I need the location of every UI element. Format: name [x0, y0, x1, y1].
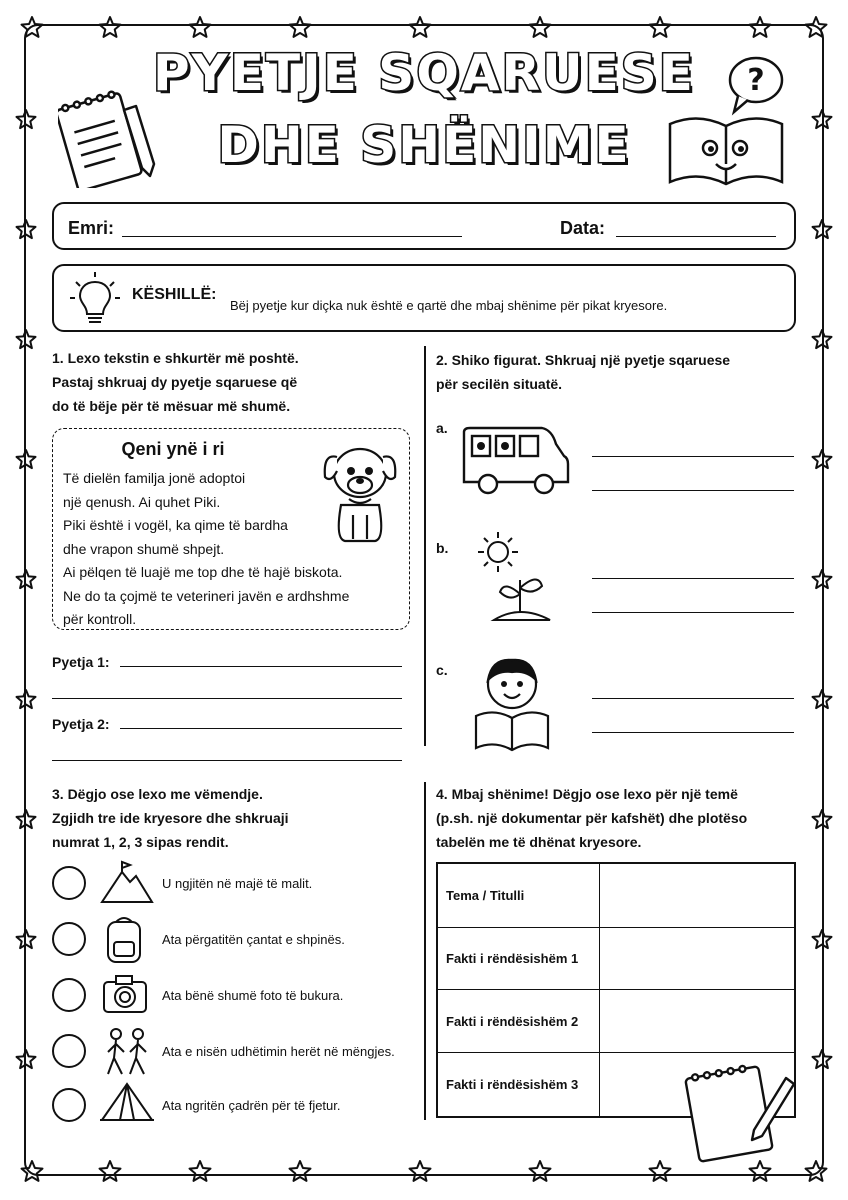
order-circle-4[interactable]: [52, 1034, 86, 1068]
order-circle-1[interactable]: [52, 866, 86, 900]
tip-box: [52, 264, 796, 332]
column-divider-top: [424, 346, 426, 746]
q2-label-c: c.: [436, 662, 448, 678]
event-5-text: Ata ngritën çadrën për të fjetur.: [162, 1098, 341, 1113]
answer-c-line-2[interactable]: [592, 732, 794, 733]
event-1-text: U ngjitën në majë të malit.: [162, 876, 313, 891]
notes-cell[interactable]: [599, 927, 795, 990]
q1-instructions: 1. Lexo tekstin e shkurtër më poshtë. Pastaj shkruaj dy pyetje sqaruese që do të bëje për të mësuar më shumë.: [52, 350, 299, 414]
answer-c-line-1[interactable]: [592, 698, 794, 699]
story-text: Të dielën familja jonë adoptoi një qenush. Ai quhet Piki. Piki është i vogël, ka qime të bardha dhe vrapon shumë shpejt. Ai pëlqen të luajë me top dhe të hajë biskota. Ne do ta çojmë te veterineri javën e ardhshme për kontroll.: [63, 470, 350, 627]
notes-cell[interactable]: [599, 990, 795, 1053]
question2-label: Pyetja 2:: [52, 716, 110, 732]
answer-b-line-1[interactable]: [592, 578, 794, 579]
story-box: [52, 428, 410, 630]
camera-icon: [102, 974, 148, 1014]
answer-a-line-1[interactable]: [592, 456, 794, 457]
title-line-2: DHE SHËNIME: [217, 116, 631, 174]
boy-reading-icon: [470, 650, 554, 754]
row-label: Fakti i rëndësishëm 2: [437, 990, 599, 1053]
story-title: Qeni ynë i ri: [121, 439, 225, 459]
notes-cell[interactable]: [599, 863, 795, 927]
svg-text:?: ?: [747, 63, 765, 98]
backpack-icon: [104, 914, 144, 964]
sprout-sun-icon: [470, 530, 560, 626]
order-circle-2[interactable]: [52, 922, 86, 956]
answer-b-line-2[interactable]: [592, 612, 794, 613]
title-line-1: PYETJE SQARUESE: [153, 44, 695, 102]
question2-line-b[interactable]: [52, 760, 402, 761]
notepad-pencil-icon: [682, 1058, 800, 1166]
q3-instructions: 3. Dëgjo ose lexo me vëmendje. Zgjidh tre ide kryesore dhe shkruaji numrat 1, 2, 3 sipas rendit.: [52, 786, 289, 850]
hikers-icon: [100, 1026, 154, 1078]
q2-instructions: 2. Shiko figurat. Shkruaj një pyetje sqaruese për secilën situatë.: [436, 352, 731, 392]
question1-line-a[interactable]: [120, 666, 402, 667]
tip-label: KËSHILLË:: [132, 286, 217, 303]
q2-label-b: b.: [436, 540, 449, 556]
table-row: [437, 927, 795, 990]
event-2-text: Ata përgatitën çantat e shpinës.: [162, 932, 345, 947]
column-divider-bottom: [424, 782, 426, 1120]
row-label: Fakti i rëndësishëm 3: [437, 1053, 599, 1118]
answer-a-line-2[interactable]: [592, 490, 794, 491]
name-date-box: [52, 202, 796, 250]
date-label: Data:: [560, 218, 606, 238]
school-bus-icon: [460, 424, 572, 498]
event-3-text: Ata bënë shumë foto të bukura.: [162, 988, 344, 1003]
row-label: Fakti i rëndësishëm 1: [437, 927, 599, 990]
mountain-icon: [100, 860, 154, 906]
puppy-icon: [317, 435, 403, 547]
order-circle-5[interactable]: [52, 1088, 86, 1122]
name-field[interactable]: [122, 236, 462, 237]
row-label: Tema / Titulli: [437, 863, 599, 927]
tip-text: Bëj pyetje kur diçka nuk është e qartë dhe mbaj shënime për pikat kryesore.: [230, 298, 668, 313]
tent-icon: [100, 1080, 154, 1124]
table-row: [437, 990, 795, 1053]
question1-line-b[interactable]: [52, 698, 402, 699]
date-field[interactable]: [616, 236, 776, 237]
question1-label: Pyetja 1:: [52, 654, 110, 670]
table-row: [437, 863, 795, 927]
question2-line-a[interactable]: [120, 728, 402, 729]
q2-label-a: a.: [436, 420, 448, 436]
q4-instructions: 4. Mbaj shënime! Dëgjo ose lexo për një temë (p.sh. një dokumentar për kafshët) dhe plotëso tabelën me të dhënat kryesore.: [436, 786, 748, 850]
lightbulb-icon: [68, 270, 122, 328]
event-4-text: Ata e nisën udhëtimin herët në mëngjes.: [162, 1044, 395, 1059]
order-circle-3[interactable]: [52, 978, 86, 1012]
name-label: Emri:: [68, 218, 115, 238]
